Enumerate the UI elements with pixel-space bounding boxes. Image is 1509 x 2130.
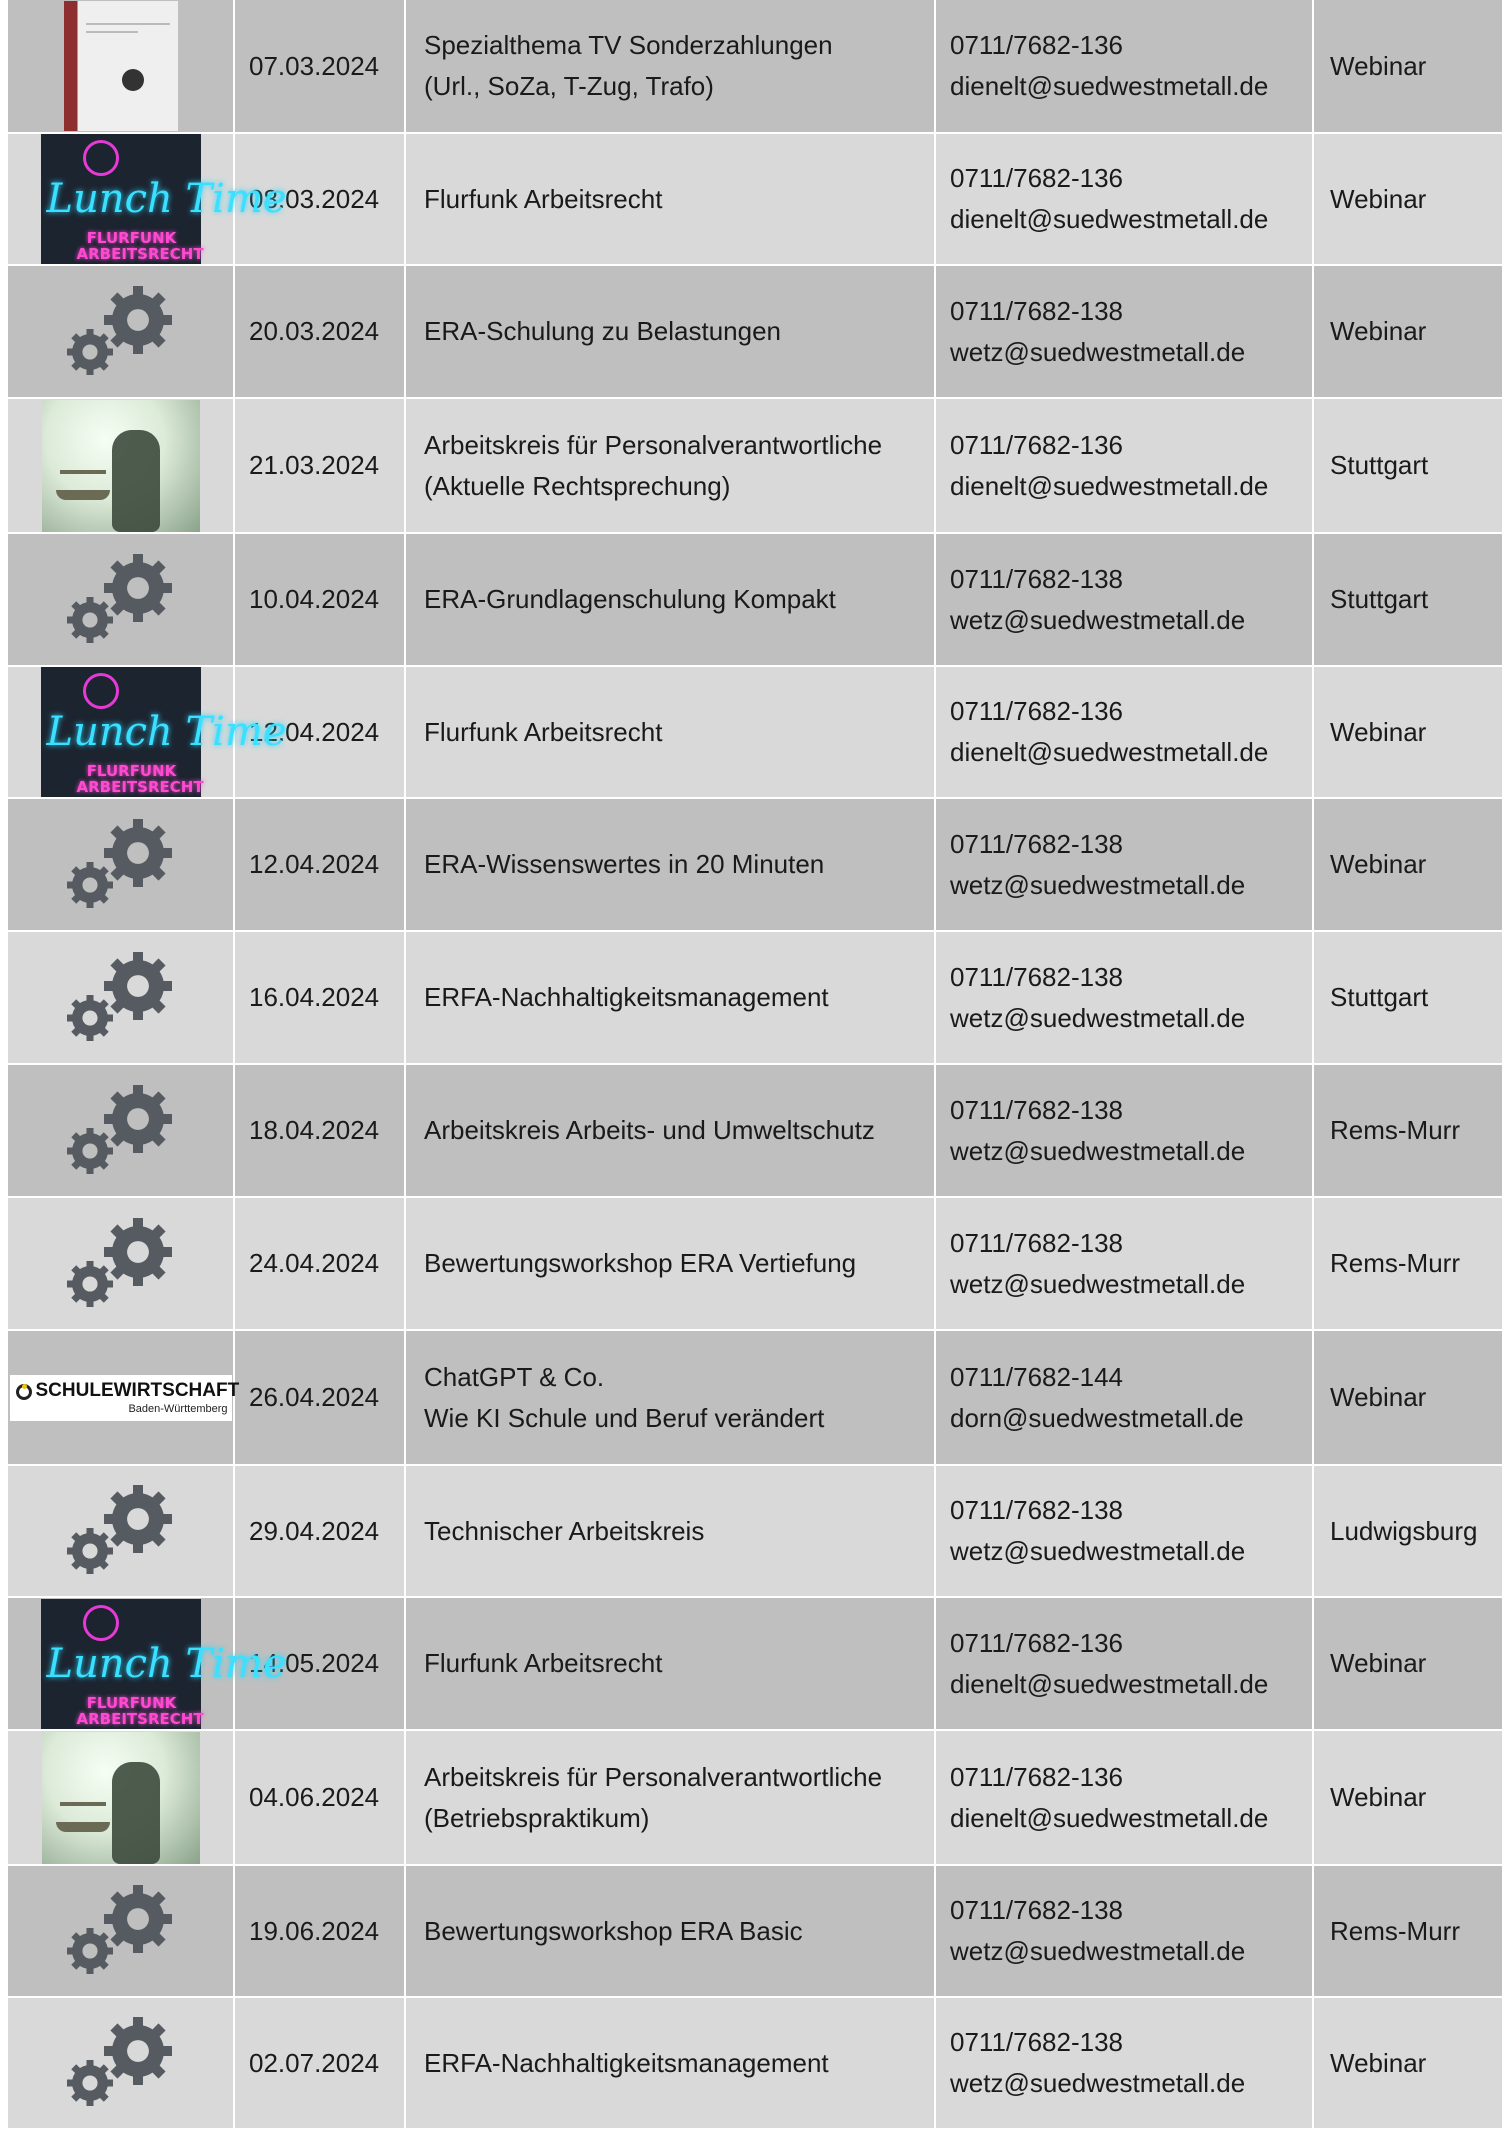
event-thumbnail-cell [8,667,287,797]
event-date: 16.04.2024 [235,932,406,1063]
event-location: Webinar [1330,316,1427,346]
event-row [8,1466,1502,1598]
event-row [8,667,1502,799]
event-location: Webinar [1330,183,1427,214]
contact-phone: 0711/7682-138 [950,1227,1124,1258]
alarm-clock-icon [83,673,119,709]
gears-icon [66,2015,176,2111]
event-title: Arbeitskreis Arbeits- und Umweltschutz [424,1115,875,1145]
lunchtime-image [41,667,287,797]
event-title-cell [406,932,936,1063]
event-thumbnail-cell [8,1998,235,2128]
event-thumbnail-cell [8,1065,235,1196]
contact-email[interactable]: dorn@suedwestmetall.de [950,1402,1244,1433]
event-row [8,134,1502,266]
event-contact-cell [936,1331,1314,1464]
event-row [8,1866,1502,1998]
event-thumbnail-cell [8,534,235,665]
event-row [8,534,1502,667]
lunchtime-image [41,134,287,264]
contact-phone: 0711/7682-136 [950,30,1124,60]
contact-email[interactable]: wetz@suedwestmetall.de [950,1536,1246,1566]
event-date: 08.03.2024 [235,134,406,264]
lunch-title: Lunch Time [46,176,287,222]
lunch-sub2: ARBEITSRECHT [76,1709,204,1728]
event-title: ERA-Wissenswertes in 20 Minuten [424,849,825,879]
schulewirtschaft-logo [10,1375,240,1421]
lunch-sub2: ARBEITSRECHT [76,778,204,796]
event-location: Ludwigsburg [1330,1515,1478,1546]
event-title: Bewertungsworkshop ERA Basic [424,1915,803,1946]
event-date: 20.03.2024 [235,266,406,397]
contact-email[interactable]: wetz@suedwestmetall.de [950,869,1246,900]
event-contact-cell [936,1998,1314,2128]
event-title-cell [406,1065,936,1196]
event-title-cell [406,1866,936,1996]
event-row [8,1598,1502,1731]
event-title-cell [406,266,936,397]
event-title: Flurfunk Arbeitsrecht [424,183,663,214]
event-title-cell [406,1998,936,2128]
event-date: 14.05.2024 [235,1598,406,1729]
contact-email[interactable]: dienelt@suedwestmetall.de [950,737,1269,767]
logo-region-text: Baden-Württemberg [128,1402,228,1415]
event-row [8,0,1502,134]
lunch-title: Lunch Time [46,1640,287,1687]
contact-email[interactable]: dienelt@suedwestmetall.de [950,204,1269,234]
logo-brand-text: SCHULEWIRTSCHAFT [35,1379,240,1401]
contact-email[interactable]: wetz@suedwestmetall.de [950,604,1246,635]
event-location: Webinar [1330,849,1427,879]
lunch-sub2: ARBEITSRECHT [76,245,204,263]
contact-phone: 0711/7682-136 [950,163,1124,193]
event-row [8,1731,1502,1866]
event-contact-cell [936,266,1314,397]
lunch-title: Lunch Time [46,709,287,755]
event-date: 21.03.2024 [235,399,406,532]
event-title-cell [406,1598,936,1729]
contact-email[interactable]: dienelt@suedwestmetall.de [950,71,1269,101]
contact-phone: 0711/7682-136 [950,1627,1124,1658]
event-title: Arbeitskreis für Personalverantwortliche [424,1761,883,1792]
event-title-cell [406,1731,936,1864]
event-contact-cell [936,1466,1314,1596]
contact-email[interactable]: wetz@suedwestmetall.de [950,1135,1246,1166]
event-contact-cell [936,799,1314,930]
event-location: Webinar [1330,1782,1427,1812]
event-title-cell [406,0,936,132]
event-contact-cell [936,932,1314,1063]
event-date: 18.04.2024 [235,1065,406,1196]
event-subtitle: (Aktuelle Rechtsprechung) [424,470,731,501]
event-title: Flurfunk Arbeitsrecht [424,1648,663,1678]
event-thumbnail-cell [8,399,235,532]
event-title-cell [406,534,936,665]
contact-phone: 0711/7682-136 [950,696,1124,726]
event-location: Webinar [1330,2047,1427,2078]
justitia-image [42,1732,200,1864]
event-title-cell [406,134,936,264]
event-thumbnail-cell [8,932,235,1063]
lunch-sub1: FLURFUNK [86,229,177,247]
event-title: Spezialthema TV Sonderzahlungen [424,30,833,60]
contact-email[interactable]: dienelt@suedwestmetall.de [950,470,1269,501]
contact-email[interactable]: wetz@suedwestmetall.de [950,1002,1246,1033]
gears-icon [66,284,176,380]
event-row [8,1198,1502,1331]
event-contact-cell [936,0,1314,132]
event-title: Arbeitskreis für Personalverantwortliche [424,429,883,460]
event-title: ERFA-Nachhaltigkeitsmanagement [424,982,829,1012]
gears-icon [66,1083,176,1179]
alarm-clock-icon [83,1605,119,1641]
contact-phone: 0711/7682-138 [950,961,1124,992]
event-contact-cell [936,1065,1314,1196]
event-title: ChatGPT & Co. [424,1361,605,1392]
contact-phone: 0711/7682-138 [950,1495,1124,1525]
contact-email[interactable]: wetz@suedwestmetall.de [950,2068,1246,2098]
event-title: ERA-Schulung zu Belastungen [424,316,782,346]
event-thumbnail-cell [8,1331,240,1464]
event-date: 26.04.2024 [235,1331,406,1464]
gears-icon [66,1216,176,1312]
event-location: Stuttgart [1330,584,1429,614]
event-contact-cell [936,1198,1314,1329]
event-thumbnail-cell [8,0,235,132]
event-title-cell [406,1198,936,1329]
event-location: Webinar [1330,50,1427,81]
event-thumbnail-cell [8,266,235,397]
event-contact-cell [936,134,1314,264]
contact-email[interactable]: dienelt@suedwestmetall.de [950,1802,1269,1833]
event-location: Stuttgart [1330,450,1429,480]
event-thumbnail-cell [8,1731,235,1864]
event-subtitle: (Url., SoZa, T-Zug, Trafo) [424,71,714,101]
event-thumbnail-cell [8,1598,287,1729]
event-location: Webinar [1330,716,1427,747]
event-title-cell [406,667,936,797]
event-date: 29.04.2024 [235,1466,406,1596]
event-title: ERFA-Nachhaltigkeitsmanagement [424,2047,829,2078]
event-contact-cell [936,534,1314,665]
contact-phone: 0711/7682-138 [950,1895,1124,1925]
lunchtime-image [41,1599,287,1729]
event-location: Rems-Murr [1330,1115,1460,1145]
event-row [8,399,1502,534]
event-location: Webinar [1330,1382,1427,1412]
gears-icon [66,1483,176,1579]
alarm-clock-icon [83,140,119,176]
event-thumbnail-cell [8,1198,235,1329]
event-date: 07.03.2024 [235,0,406,132]
contact-phone: 0711/7682-136 [950,1761,1124,1792]
event-thumbnail-cell [8,134,287,264]
contact-email[interactable]: wetz@suedwestmetall.de [950,1936,1246,1966]
event-contact-cell [936,667,1314,797]
gears-icon [66,950,176,1046]
contact-phone: 0711/7682-138 [950,1094,1124,1125]
event-location: Rems-Murr [1330,1248,1460,1278]
lunch-sub1: FLURFUNK [86,762,177,780]
gears-icon [66,552,176,648]
event-location: Stuttgart [1330,982,1429,1012]
lunch-sub1: FLURFUNK [86,1693,177,1712]
event-title-cell [406,1331,936,1464]
event-title: Flurfunk Arbeitsrecht [424,716,663,747]
justitia-image [42,400,200,532]
event-date: 24.04.2024 [235,1198,406,1329]
event-row [8,932,1502,1065]
event-title: Bewertungsworkshop ERA Vertiefung [424,1248,857,1278]
event-subtitle: Wie KI Schule und Beruf verändert [424,1402,825,1433]
event-date: 10.04.2024 [235,534,406,665]
event-date: 19.06.2024 [235,1866,406,1996]
event-date: 04.06.2024 [235,1731,406,1864]
event-table [8,0,1502,2130]
contact-email[interactable]: wetz@suedwestmetall.de [950,1268,1246,1299]
contact-phone: 0711/7682-138 [950,295,1124,326]
event-row [8,1998,1502,2130]
event-contact-cell [936,1598,1314,1729]
contact-phone: 0711/7682-138 [950,2027,1124,2057]
contact-email[interactable]: wetz@suedwestmetall.de [950,336,1246,367]
event-title: ERA-Grundlagenschulung Kompakt [424,584,836,614]
event-title: Technischer Arbeitskreis [424,1515,705,1546]
contact-phone: 0711/7682-138 [950,828,1124,859]
event-row [8,799,1502,932]
event-location: Rems-Murr [1330,1915,1460,1946]
event-thumbnail-cell [8,1866,235,1996]
binder-image [64,1,178,131]
contact-phone: 0711/7682-144 [950,1361,1124,1392]
event-title-cell [406,399,936,532]
event-row [8,266,1502,399]
event-contact-cell [936,399,1314,532]
gears-icon [66,1883,176,1979]
event-date: 12.04.2024 [235,667,406,797]
event-contact-cell [936,1731,1314,1864]
event-subtitle: (Betriebspraktikum) [424,1802,650,1833]
event-thumbnail-cell [8,1466,235,1596]
event-date: 02.07.2024 [235,1998,406,2128]
event-date: 12.04.2024 [235,799,406,930]
event-contact-cell [936,1866,1314,1996]
event-row [8,1331,1502,1466]
contact-phone: 0711/7682-138 [950,563,1124,594]
contact-phone: 0711/7682-136 [950,429,1124,460]
event-thumbnail-cell [8,799,235,930]
event-row [8,1065,1502,1198]
event-title-cell [406,799,936,930]
contact-email[interactable]: dienelt@suedwestmetall.de [950,1668,1269,1699]
gears-icon [66,817,176,913]
event-location: Webinar [1330,1648,1427,1678]
event-title-cell [406,1466,936,1596]
